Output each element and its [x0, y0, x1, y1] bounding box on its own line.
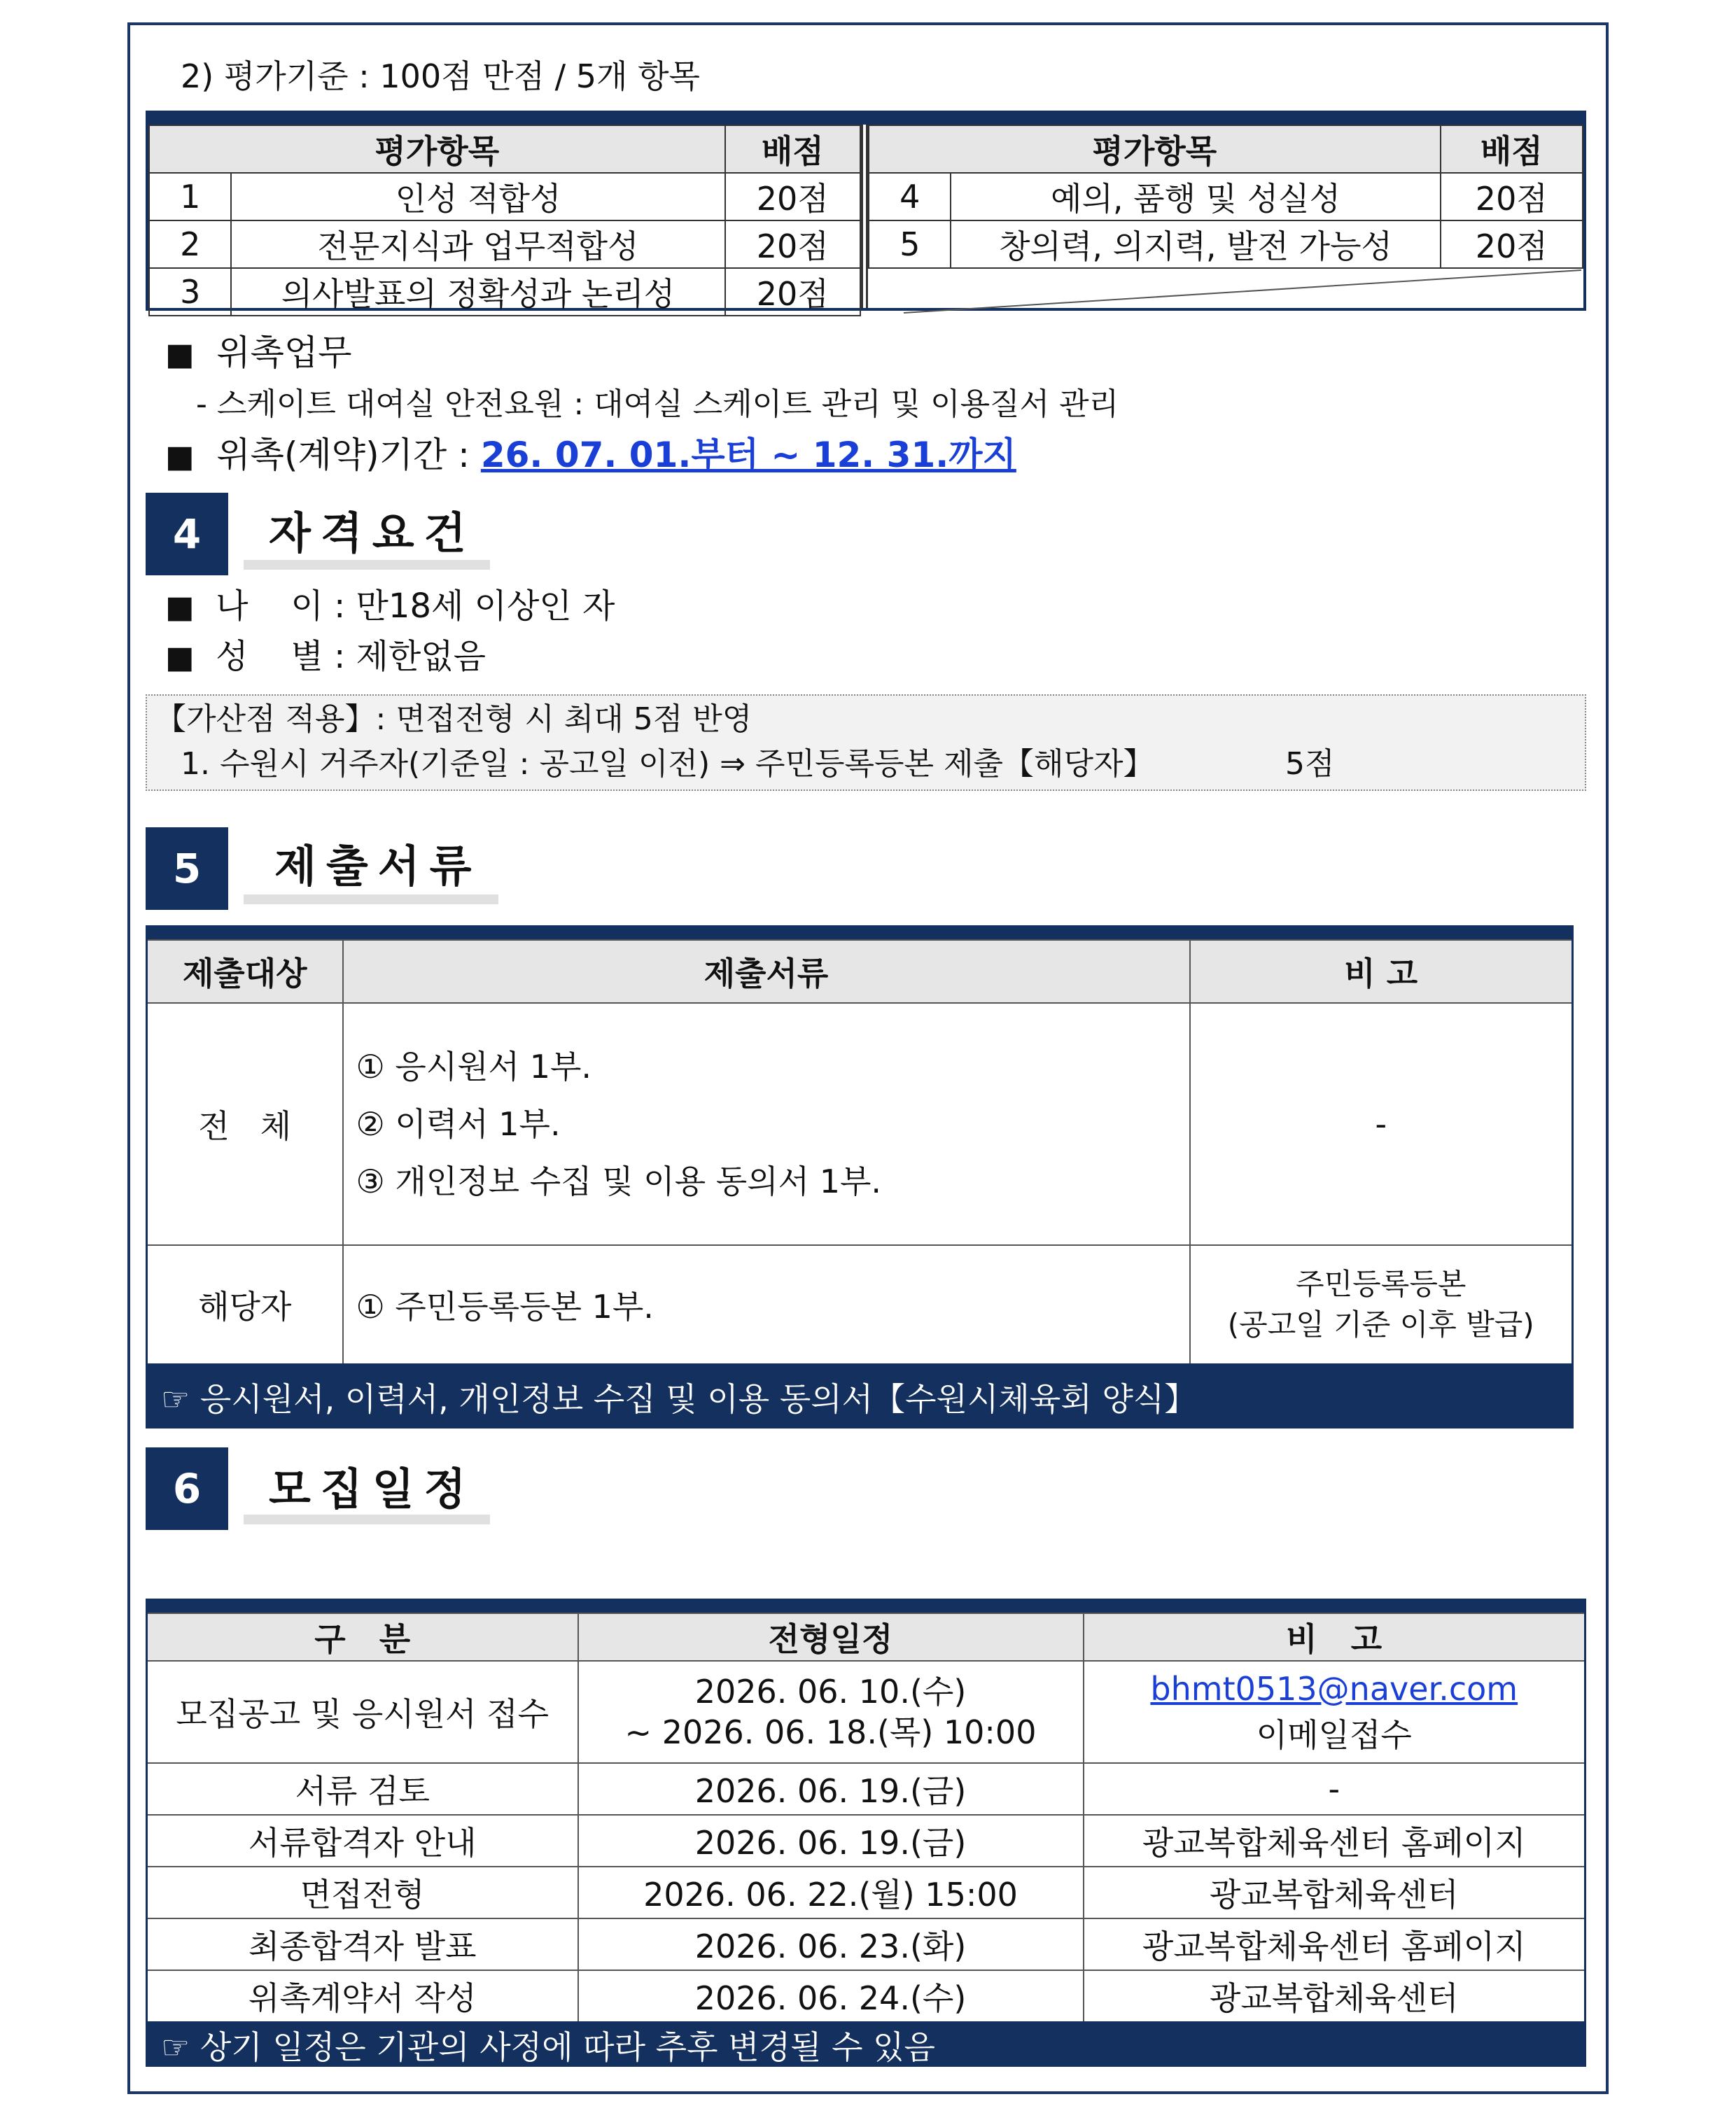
row-score: 20점: [1441, 220, 1583, 268]
schedule-date: 2026. 06. 19.(금): [578, 1815, 1084, 1867]
row-number: 4: [869, 173, 951, 220]
date-line-1: 2026. 06. 10.(수): [694, 1673, 967, 1711]
age-requirement: [165, 587, 615, 627]
duties-detail: - 스케이트 대여실 안전요원 : 대여실 스케이트 관리 및 이용질서 관리: [196, 386, 1119, 422]
row-score: 20점: [725, 220, 860, 268]
col-header-note: 비 고: [1190, 940, 1573, 1003]
row-item: 창의력, 의지력, 발전 가능성: [951, 220, 1440, 268]
table-top-bar: [146, 1599, 1586, 1613]
schedule-date: 2026. 06. 22.(월) 15:00: [578, 1867, 1084, 1918]
table-row: [149, 220, 860, 268]
doc-item: ② 이력서 1부.: [356, 1105, 561, 1143]
schedule-note: 광교복합체육센터: [1084, 1970, 1586, 2022]
schedule-date: [578, 1661, 1084, 1763]
schedule-note: [1084, 1661, 1586, 1763]
diagonal-line: [869, 269, 1584, 314]
note-all: -: [1190, 1003, 1573, 1245]
col-header-target: 제출대상: [147, 940, 343, 1003]
section-number: 4: [146, 493, 228, 575]
schedule-category: 면접전형: [147, 1867, 578, 1918]
documents-table: [146, 925, 1574, 1428]
evaluation-table: [146, 111, 1586, 311]
email-link[interactable]: bhmt0513@naver.com: [1150, 1670, 1518, 1708]
period-value: 26. 07. 01.부터 ~ 12. 31.까지: [480, 435, 1016, 475]
doc-item: ① 응시원서 1부.: [356, 1048, 592, 1086]
date-line-2: ~ 2026. 06. 18.(목) 10:00: [624, 1713, 1037, 1751]
col-header-category: 구 분: [147, 1613, 578, 1661]
period-label: 위촉(계약)기간 :: [216, 435, 470, 475]
bullet-square: ■: [165, 640, 195, 675]
row-score: 20점: [1441, 173, 1583, 220]
bonus-box: [146, 694, 1586, 791]
gender-requirement: [165, 637, 486, 678]
table-row: [147, 1918, 1586, 1970]
row-item: 전문지식과 업무적합성: [231, 220, 724, 268]
note-text: 이메일접수: [1256, 1716, 1412, 1754]
docs-applicable: ① 주민등록등본 1부.: [343, 1245, 1190, 1364]
schedule-category: 모집공고 및 응시원서 접수: [147, 1661, 578, 1763]
row-item: 의사발표의 정확성과 논리성: [231, 268, 724, 316]
row-number: 5: [869, 220, 951, 268]
table-row: [147, 1763, 1586, 1815]
evaluation-table-left: [148, 125, 861, 316]
table-row: [149, 173, 860, 220]
row-item: 예의, 품행 및 성실성: [951, 173, 1440, 220]
doc-item: ③ 개인정보 수집 및 이용 동의서 1부.: [356, 1163, 882, 1200]
target-applicable: 해당자: [147, 1245, 343, 1364]
section-underline: [244, 1515, 490, 1524]
note-line-1: 주민등록등본: [1296, 1266, 1466, 1301]
table-row: [147, 1815, 1586, 1867]
schedule-footnote: ☞ 상기 일정은 기관의 사정에 따라 추후 변경될 수 있음: [146, 2023, 1586, 2067]
section-number: 5: [146, 827, 228, 910]
row-item: 인성 적합성: [231, 173, 724, 220]
table-row: [147, 1245, 1573, 1364]
bonus-line-1: 【가산점 적용】: 면접전형 시 최대 5점 반영: [155, 701, 752, 737]
col-header-item: 평가항목: [149, 125, 725, 173]
empty-row: [869, 268, 1583, 314]
schedule-note: 광교복합체육센터: [1084, 1867, 1586, 1918]
target-all: 전 체: [147, 1003, 343, 1245]
documents-grid: [146, 939, 1574, 1366]
table-divider: [861, 125, 868, 308]
section-title: 제출서류: [274, 841, 482, 892]
evaluation-table-right: [868, 125, 1583, 314]
bonus-line-2: 1. 수원시 거주자(기준일 : 공고일 이전) ⇒ 주민등록등본 제출【해당자】: [181, 746, 1154, 782]
gender-text: 성 별 : 제한없음: [216, 637, 486, 676]
col-header-score: 배점: [1441, 125, 1583, 173]
schedule-note: 광교복합체육센터 홈페이지: [1084, 1815, 1586, 1867]
table-top-bar: [146, 925, 1574, 939]
schedule-category: 서류 검토: [147, 1763, 578, 1815]
schedule-note: 광교복합체육센터 홈페이지: [1084, 1918, 1586, 1970]
bullet-square: ■: [165, 589, 195, 625]
col-header-docs: 제출서류: [343, 940, 1190, 1003]
docs-all: [343, 1003, 1190, 1245]
section-title: 모집일정: [269, 1463, 476, 1515]
col-header-note: 비 고: [1084, 1613, 1586, 1661]
duties-title: 위촉업무: [216, 332, 352, 373]
section-underline: [244, 894, 498, 904]
documents-footnote: ☞ 응시원서, 이력서, 개인정보 수집 및 이용 동의서【수원시체육회 양식】: [146, 1366, 1574, 1428]
bullet-square: ■: [165, 337, 195, 372]
age-text: 나 이 : 만18세 이상인 자: [216, 587, 615, 626]
schedule-date: 2026. 06. 19.(금): [578, 1763, 1084, 1815]
section-number: 6: [146, 1447, 228, 1530]
section-title: 자격요건: [269, 507, 476, 559]
bullet-square: ■: [165, 439, 195, 475]
bonus-points: 5점: [1285, 746, 1335, 782]
schedule-category: 위촉계약서 작성: [147, 1970, 578, 2022]
schedule-grid: [146, 1613, 1586, 2023]
row-number: 3: [149, 268, 231, 316]
duties-heading: [165, 332, 352, 374]
table-row: [869, 220, 1583, 268]
row-number: 1: [149, 173, 231, 220]
col-header-date: 전형일정: [578, 1613, 1084, 1661]
col-header-item: 평가항목: [869, 125, 1441, 173]
schedule-note: -: [1084, 1763, 1586, 1815]
section-underline: [244, 560, 490, 570]
table-row: [147, 1003, 1573, 1245]
row-number: 2: [149, 220, 231, 268]
schedule-table: [146, 1599, 1586, 2067]
note-applicable: [1190, 1245, 1573, 1364]
period-line: [165, 434, 1016, 476]
table-row: [869, 173, 1583, 220]
schedule-date: 2026. 06. 23.(화): [578, 1918, 1084, 1970]
table-row: [147, 1970, 1586, 2022]
table-row: [147, 1661, 1586, 1763]
note-line-2: (공고일 기준 이후 발급): [1227, 1307, 1534, 1342]
table-row: [149, 268, 860, 316]
schedule-category: 서류합격자 안내: [147, 1815, 578, 1867]
row-score: 20점: [725, 173, 860, 220]
criteria-heading: 2) 평가기준 : 100점 만점 / 5개 항목: [181, 57, 700, 95]
empty-cell: [869, 268, 1583, 314]
col-header-score: 배점: [725, 125, 860, 173]
schedule-date: 2026. 06. 24.(수): [578, 1970, 1084, 2022]
row-score: 20점: [725, 268, 860, 316]
table-row: [147, 1867, 1586, 1918]
schedule-category: 최종합격자 발표: [147, 1918, 578, 1970]
